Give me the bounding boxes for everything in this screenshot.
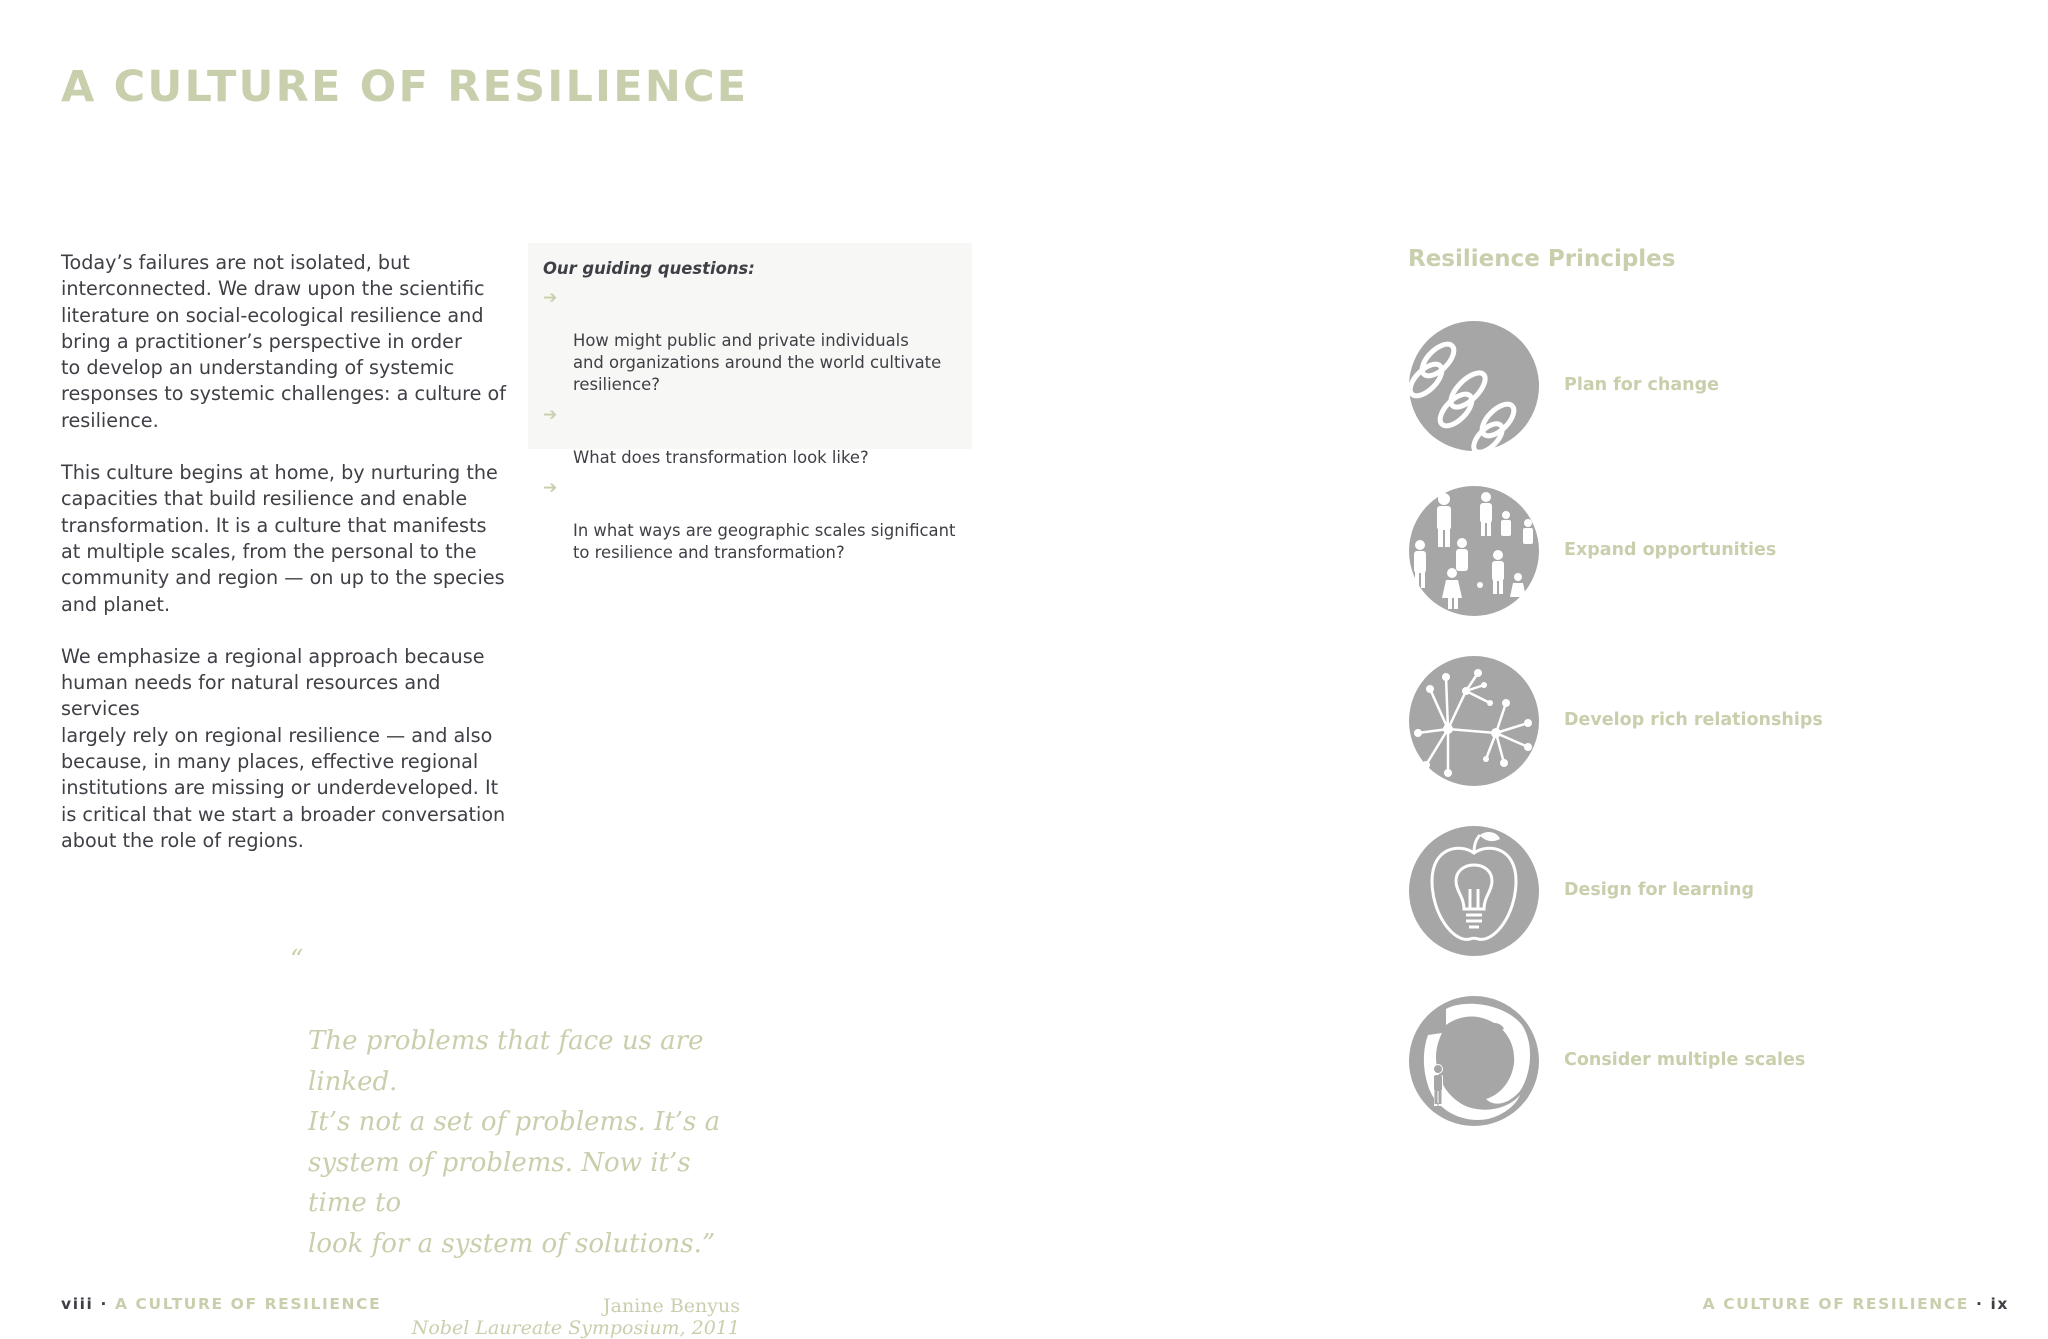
principle-label: Design for learning <box>1564 880 1754 900</box>
principle-label: Plan for change <box>1564 375 1720 395</box>
principle-plan-for-change <box>1408 320 1908 452</box>
question-text: In what ways are geographic scales significant to resilience and transformation? <box>573 521 956 562</box>
body-text <box>61 250 521 880</box>
question-item <box>543 476 956 564</box>
running-title: A CULTURE OF RESILIENCE <box>1702 1295 1969 1313</box>
footer-separator: · <box>1969 1295 1991 1313</box>
page-number: ix <box>1990 1295 2009 1313</box>
guiding-questions-heading: Our guiding questions: <box>543 259 755 278</box>
apple-lightbulb-icon <box>1408 825 1540 957</box>
running-title: A CULTURE OF RESILIENCE <box>114 1295 382 1313</box>
footer-left <box>61 1295 381 1313</box>
pull-quote <box>290 940 740 1339</box>
quote-text: The problems that face us are linked. It’s not a set of problems. It’s a system of problems. Now it’s time to look for a system of solutions.” <box>308 1026 721 1259</box>
principles-title: Resilience Principles <box>1408 246 1676 272</box>
question-text: What does transformation look like? <box>573 448 869 467</box>
principle-label: Consider multiple scales <box>1564 1050 1806 1070</box>
question-item <box>543 403 956 469</box>
quote-open-mark: “ <box>290 945 304 975</box>
quote-author: Janine Benyus <box>603 1294 740 1317</box>
footer-right <box>1703 1295 2009 1313</box>
paragraph: This culture begins at home, by nurturing the capacities that build resilience and enable transformation. It is a culture that manifests at multiple scales, from the personal to the community and region — on up to the species and planet. <box>61 461 505 616</box>
network-icon <box>1408 655 1540 787</box>
principle-label: Develop rich relationships <box>1564 710 1823 730</box>
page-number: viii <box>61 1295 94 1313</box>
paragraph: We emphasize a regional approach because human needs for natural resources and services largely rely on regional resilience — and also because, in many places, effective regional institutions are missing or underdeveloped. It is critical that we start a broader conversation about the role of regions. <box>61 644 506 852</box>
guiding-questions-box <box>528 243 972 562</box>
principle-label: Expand opportunities <box>1564 540 1777 560</box>
paragraph: Today’s failures are not isolated, but interconnected. We draw upon the scientific literature on social-ecological resilience and bring a practitioner’s perspective in order to develop an understanding of systemic responses to systemic challenges: a culture of resilience. <box>61 251 507 432</box>
question-text: How might public and private individuals and organizations around the world cultivate resilience? <box>573 331 942 394</box>
principle-consider-multiple-scales <box>1408 995 1908 1127</box>
arrow-right-icon: ➔ <box>543 405 558 425</box>
principle-develop-rich-relationships <box>1408 655 1908 787</box>
people-icon <box>1408 485 1540 617</box>
quote-source: Nobel Laureate Symposium, 2011 <box>411 1316 740 1339</box>
principle-design-for-learning <box>1408 825 1908 957</box>
globe-person-icon <box>1408 995 1540 1127</box>
arrow-right-icon: ➔ <box>543 478 558 498</box>
arrow-right-icon: ➔ <box>543 288 558 308</box>
question-item <box>543 286 956 396</box>
page-title: A CULTURE OF RESILIENCE <box>61 62 749 112</box>
footer-separator: · <box>93 1295 115 1313</box>
principle-expand-opportunities <box>1408 485 1908 617</box>
dna-icon <box>1408 320 1540 452</box>
